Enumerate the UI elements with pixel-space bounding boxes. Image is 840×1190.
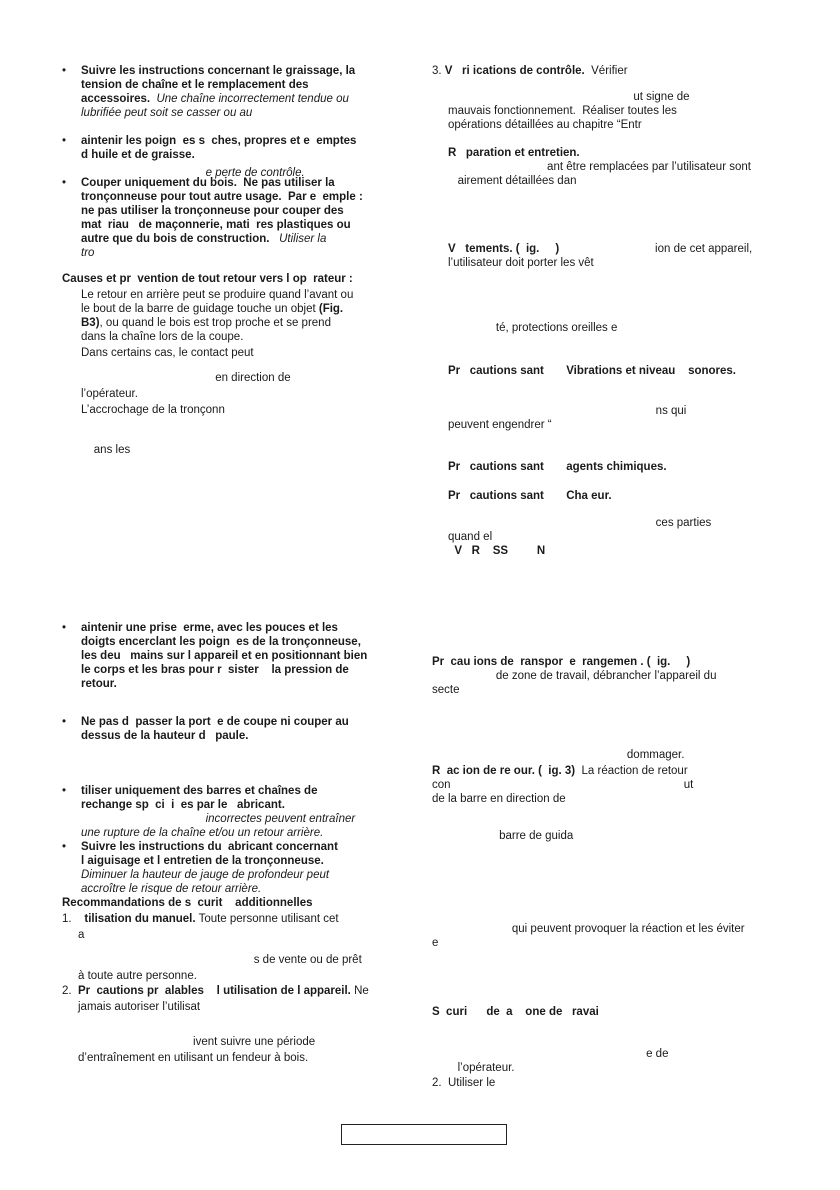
text-line: tiliser uniquement des barres et chaînes de	[81, 785, 318, 797]
text-line: peuvent engendrer “	[448, 419, 552, 431]
text-line: tro	[81, 247, 95, 259]
item-number: 2.	[62, 985, 72, 997]
text-line: La réaction de retour	[575, 765, 688, 777]
bullet-prise-ferme	[62, 621, 412, 691]
numbered-item-1	[62, 912, 412, 942]
text-line: l’opérateur.	[81, 388, 138, 400]
zone-body	[432, 1047, 784, 1075]
text-line: le bout de la barre de guidage touche un objet	[81, 303, 316, 315]
text-line: Ne pas d passer la port e de coupe ni couper au	[81, 716, 349, 728]
section-vibrations: Pr cautions sant Vibrations et niveau sonores.	[448, 365, 737, 377]
text-line: e perte de contrôle.	[81, 167, 305, 179]
text-line: autre que du bois de construction.	[81, 233, 270, 245]
reaction-body: barre de guida	[432, 830, 574, 842]
verifications-body	[432, 90, 784, 132]
bullet-mark: •	[62, 841, 67, 853]
text-line: de zone de travail, débrancher l’appareil du	[432, 670, 717, 682]
text-line: Utiliser le	[447, 1077, 496, 1089]
text-line: une rupture de la chaîne et/ou un retour arrière.	[81, 827, 324, 839]
bullet-barres-chaines	[62, 784, 412, 840]
text-line: accessoires.	[81, 93, 151, 105]
text-line: d’entraînement en utilisant un fendeur à bois.	[78, 1052, 309, 1064]
text-line: e de	[448, 1048, 669, 1060]
text-line: secte	[432, 684, 460, 696]
vibrations-body	[432, 404, 784, 432]
text-line: en direction de	[81, 372, 291, 384]
section-title: V ri ications de contrôle.	[444, 65, 585, 77]
text-line: Diminuer la hauteur de jauge de profondeur peut	[81, 869, 330, 881]
text-line: Couper uniquement du bois. Ne pas utiliser la	[81, 177, 335, 189]
text-line: ns qui	[448, 405, 687, 417]
text-line: à toute autre personne.	[78, 970, 197, 982]
section-reaction	[432, 764, 784, 806]
numbered-item-2	[62, 984, 412, 1014]
text-line: Une chaîne incorrectement tendue ou	[156, 93, 349, 105]
section-chimiques: Pr cautions sant agents chimiques.	[448, 461, 667, 473]
text-line: a	[78, 929, 85, 941]
text-line: Dans certains cas, le contact peut	[81, 347, 254, 359]
causes-paragraph-3: ans les	[81, 444, 131, 456]
text-line: l aiguisage et l entretien de la tronçonneuse.	[81, 855, 324, 867]
text-line: (Fig.	[318, 303, 344, 315]
reaction-body-2	[432, 922, 784, 950]
section-title: V tements. ( ig. )	[448, 243, 560, 255]
text-line: ivent suivre une période	[78, 1036, 316, 1048]
section-reparation	[432, 146, 784, 188]
text-line: aintenir les poign es s ches, propres et e emptes	[81, 135, 357, 147]
text-line: dans la chaîne lors de la coupe.	[81, 331, 244, 343]
item-number: 2.	[432, 1077, 442, 1089]
text-line: Toute personne utilisant cet	[195, 913, 339, 925]
bullet-mark: •	[62, 622, 67, 634]
section-transport: Pr cau ions de ranspor e rangemen . ( ig. )	[432, 656, 691, 668]
text-line: Utiliser la	[279, 233, 327, 245]
text-line: l’opérateur.	[448, 1062, 515, 1074]
bullet-mark: •	[62, 177, 67, 189]
text-line: ant être remplacées par l’utilisateur sont	[448, 161, 751, 173]
text-line: mauvais fonctionnement. Réaliser toutes les	[448, 105, 677, 117]
text-line: Suivre les instructions concernant le graissage, la	[81, 65, 356, 77]
text-line: quand el	[448, 531, 493, 543]
text-line: ion de cet appareil,	[559, 243, 753, 255]
reco-heading: Recommandations de s curit additionnelles	[62, 897, 313, 909]
text-line: qui peuvent provoquer la réaction et les éviter	[432, 923, 745, 935]
numbered-item-2-cont	[62, 1035, 412, 1065]
text-line: Ne	[350, 985, 369, 997]
text-line: con ut	[432, 779, 694, 791]
text-line: ces parties	[448, 517, 712, 529]
transport-body	[432, 669, 784, 697]
text-line: ut signe de	[448, 91, 690, 103]
bullet-mark: •	[62, 716, 67, 728]
bullet-portee-coupe	[62, 715, 412, 743]
section-vetements	[432, 242, 784, 270]
bullet-mark: •	[62, 785, 67, 797]
bullet-aiguisage	[62, 840, 412, 896]
text-line: l’utilisateur doit porter les vêt	[448, 257, 594, 269]
text-line: accroître le risque de retour arrière.	[81, 883, 262, 895]
section-title: R paration et entretien.	[448, 147, 580, 159]
transport-body-2: dommager.	[432, 749, 685, 761]
numbered-item-1-cont	[62, 953, 412, 983]
text-line: lubrifiée peut soit se casser ou au	[81, 107, 253, 119]
causes-paragraph-2	[62, 371, 412, 417]
section-title: R ac ion de re our. ( ig. 3)	[432, 765, 576, 777]
section-zone-travail: S curi de a one de ravai	[432, 1006, 599, 1018]
bullet-mark: •	[62, 65, 67, 77]
causes-paragraph	[62, 288, 412, 360]
section-chaleur: Pr cautions sant Cha eur.	[448, 490, 612, 502]
bullet-graissage	[62, 64, 412, 120]
text-line: aintenir une prise erme, avec les pouces et les	[81, 622, 338, 634]
text-line: doigts encerclant les poign es de la tronçonneuse,	[81, 636, 361, 648]
text-line: Vérifier	[584, 65, 628, 77]
vetements-body: té, protections oreilles e	[448, 322, 618, 334]
warning-text: V R SS N	[448, 545, 546, 557]
chaleur-body	[432, 516, 784, 558]
text-line: les deu mains sur l appareil et en positionnant bien	[81, 650, 368, 662]
text-line: opérations détaillées au chapitre “Entr	[448, 119, 642, 131]
section-verifications	[432, 64, 784, 78]
text-line: ne pas utiliser la tronçonneuse pour couper des	[81, 205, 344, 217]
text-line: s de vente ou de prêt	[78, 954, 362, 966]
text-line: , ou quand le bois est trop proche et se prend	[99, 317, 331, 329]
text-line: mat riau de maçonnerie, mati res plastiques ou	[81, 219, 351, 231]
bullet-mark: •	[62, 135, 67, 147]
page-number-box	[341, 1124, 507, 1145]
text-line: tronçonneuse pour tout autre usage. Par e emple :	[81, 191, 363, 203]
text-line: Suivre les instructions du abricant concernant	[81, 841, 338, 853]
text-line: e	[432, 937, 439, 949]
causes-heading: Causes et pr vention de tout retour vers l op rateur :	[62, 273, 353, 285]
item-number: 1.	[62, 913, 72, 925]
text-line: retour.	[81, 678, 117, 690]
text-line: B3)	[81, 317, 100, 329]
zone-item-2	[432, 1076, 784, 1090]
text-line: de la barre en direction de	[432, 793, 566, 805]
text-line: dessus de la hauteur d paule.	[81, 730, 249, 742]
text-line: L’accrochage de la tronçonn	[81, 404, 225, 416]
text-line: Pr cautions pr alables l utilisation de l appareil.	[78, 985, 351, 997]
text-line: jamais autoriser l’utilisat	[78, 1001, 201, 1013]
text-line: d huile et de graisse.	[81, 149, 195, 161]
text-line: airement détaillées dan	[448, 175, 577, 187]
text-line: rechange sp ci i es par le abricant.	[81, 799, 285, 811]
text-line: tension de chaîne et le remplacement des	[81, 79, 309, 91]
bullet-poignees	[62, 134, 412, 180]
text-line: le corps et les bras pour r sister la pression de	[81, 664, 349, 676]
bullet-bois	[62, 176, 412, 260]
item-number: 3.	[432, 65, 442, 77]
text-line: tilisation du manuel.	[78, 913, 196, 925]
text-line: incorrectes peuvent entraîner	[81, 813, 356, 825]
text-line: Le retour en arrière peut se produire quand l’avant ou	[81, 289, 354, 301]
